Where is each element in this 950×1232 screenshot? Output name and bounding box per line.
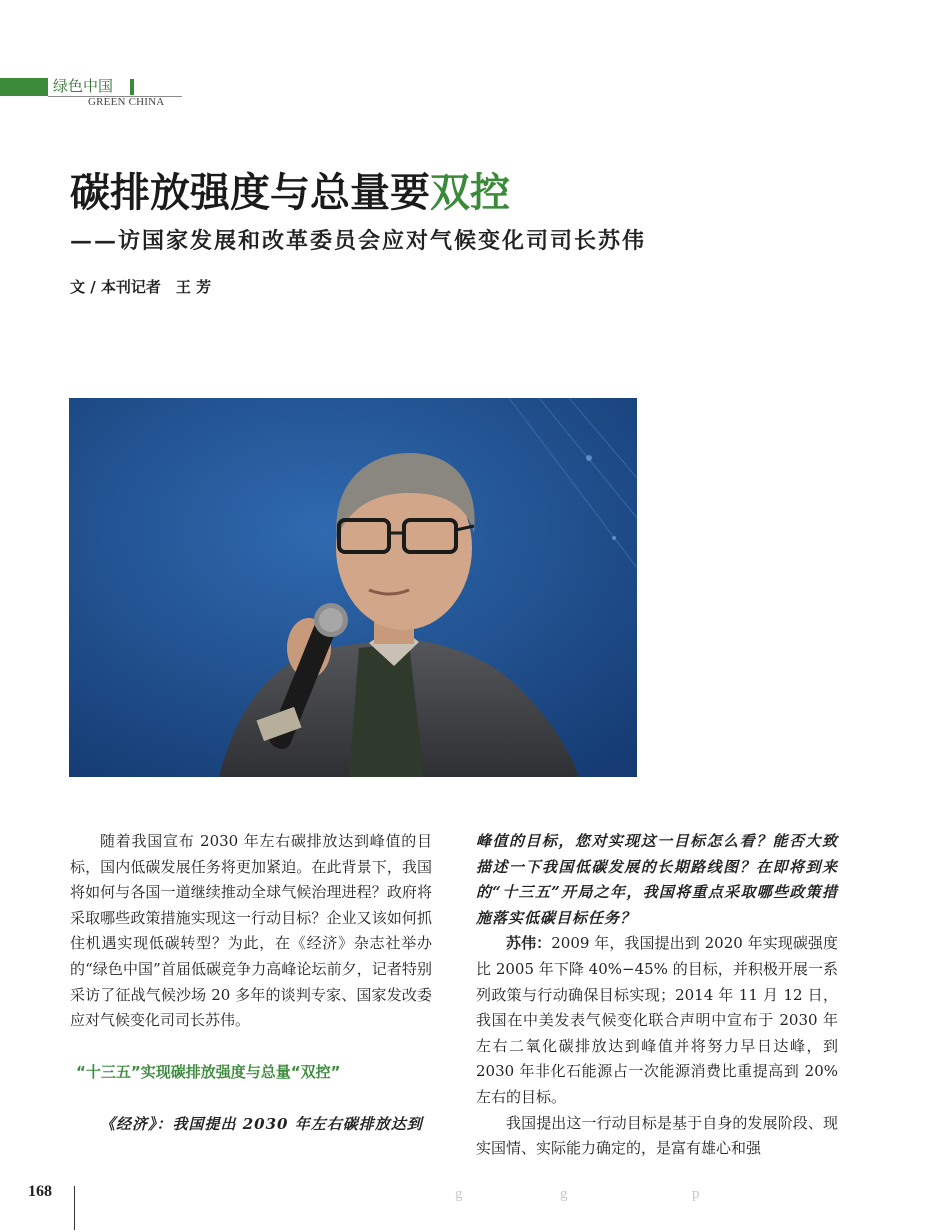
intro-paragraph: 随着我国宣布 2030 年左右碳排放达到峰值的目标，国内低碳发展任务将更加紧迫。在此背景下，我国将如何与各国一道继续推动全球气候治理进程？政府将采取哪些政策措施实现这一行动目标？企业又该如何抓住机遇实现低碳转型？为此，在《经济》杂志社举办的“绿色中国”首届低碳竞争力高峰论坛前夕，记者特别采访了征战气候沙场 20 多年的谈判专家、国家发改委应对气候变化司司长苏伟。 <box>70 832 432 1030</box>
section-color-bar <box>0 78 48 96</box>
body-column-left <box>70 829 432 1138</box>
page-number: 168 <box>28 1183 52 1200</box>
section-marker <box>130 79 134 95</box>
article-title <box>70 168 510 218</box>
question-paragraph-start: 《经济》：我国提出 2030 年左右碳排放达到 <box>100 1115 423 1134</box>
footer-divider <box>74 1186 75 1230</box>
title-accent: 双控 <box>430 170 510 216</box>
footer-mark: g <box>560 1186 568 1202</box>
speaker-label: 苏伟： <box>506 934 552 953</box>
article-byline: 文 / 本刊记者 王 芳 <box>70 278 212 296</box>
body-column-right <box>476 829 838 1162</box>
section-heading: “十三五”实现碳排放强度与总量“双控” <box>76 1062 341 1081</box>
section-label-zh: 绿色中国 <box>53 77 114 95</box>
question-paragraph-end: 峰值的目标，您对实现这一目标怎么看？能否大致描述一下我国低碳发展的长期路线图？在即将到来的“十三五”开局之年，我国将重点采取哪些政策措施落实低碳目标任务？ <box>476 832 838 927</box>
title-main: 碳排放强度与总量要 <box>70 170 430 216</box>
footer-mark: g <box>455 1186 463 1202</box>
section-label-en: GREEN CHINA <box>88 96 165 108</box>
footer-mark: p <box>692 1186 700 1202</box>
answer-1-text: 2009 年，我国提出到 2020 年实现碳强度比 2005 年下降 40%−45% 的目标，并积极开展一系列政策与行动确保目标实现；2014 年 11 月 12 日，我国在中美发表气候变化联合声明中宣布于 2030 年左右二氧化碳排放达到峰值并将努力早日达峰，到 2030 年非化石能源占一次能源消费比重提高到 20% 左右的目标。 <box>476 934 838 1106</box>
answer-paragraph-1 <box>476 931 838 1110</box>
answer-paragraph-2: 我国提出这一行动目标是基于自身的发展阶段、现实国情、实际能力确定的，是富有雄心和强 <box>476 1113 838 1158</box>
interview-photo <box>69 398 637 777</box>
article-subtitle: ——访国家发展和改革委员会应对气候变化司司长苏伟 <box>70 228 647 254</box>
